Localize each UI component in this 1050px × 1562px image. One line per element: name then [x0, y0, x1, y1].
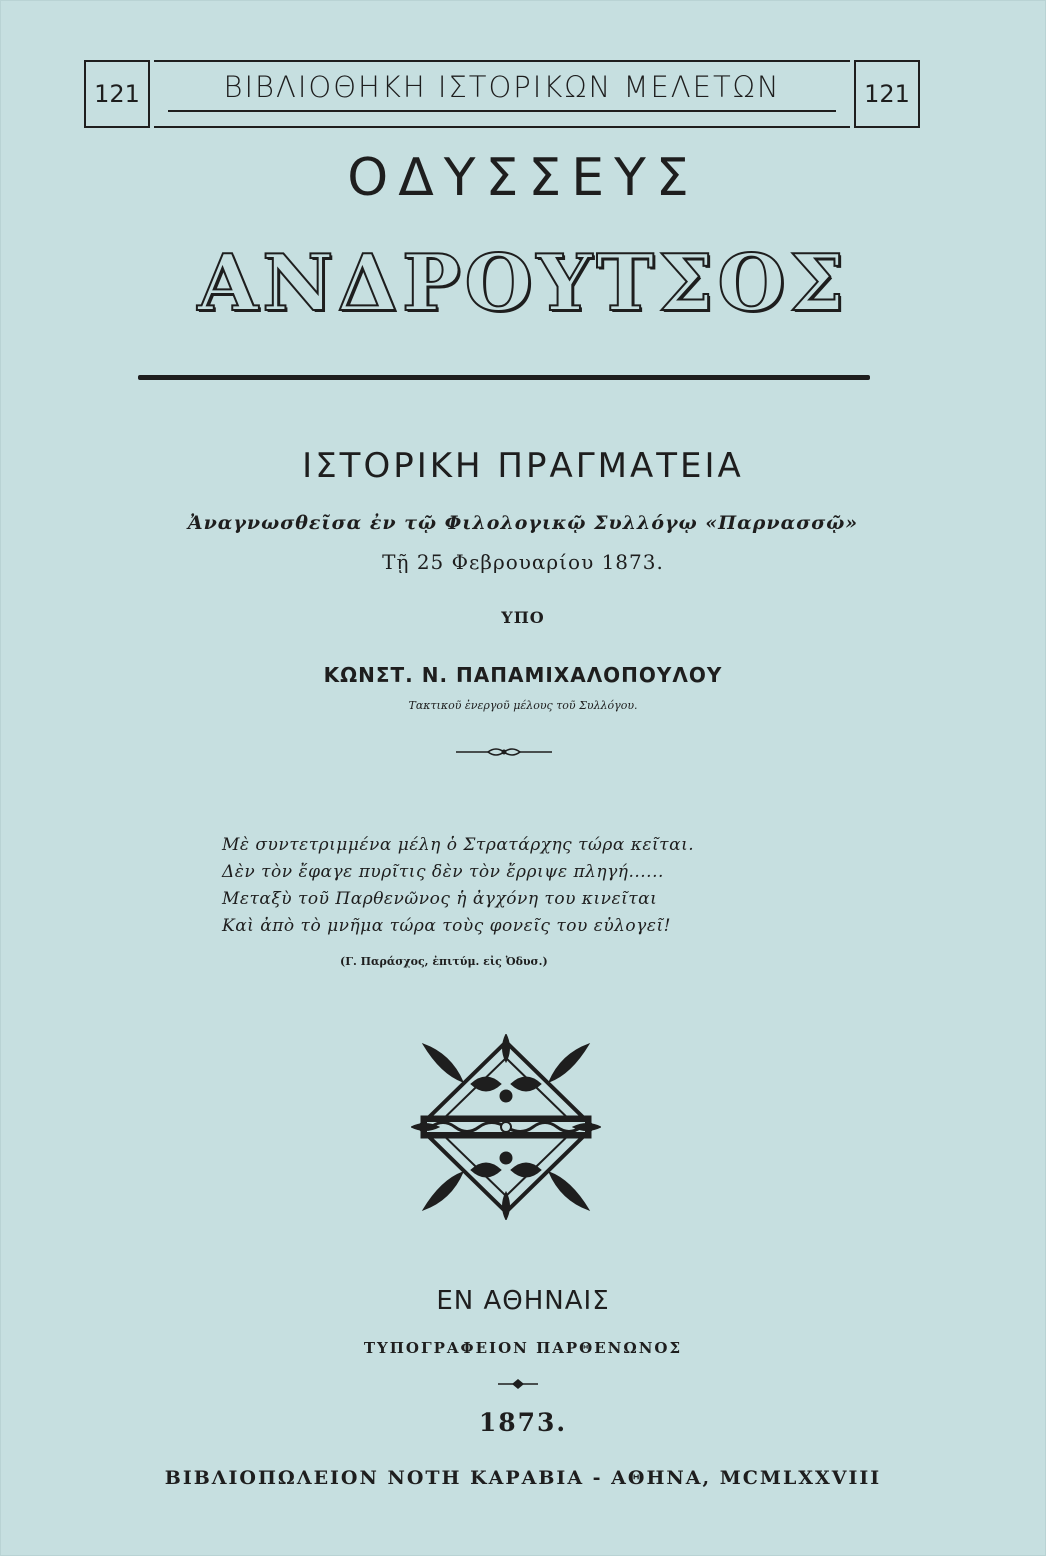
flourish-divider-icon [456, 744, 552, 764]
small-flourish-icon [498, 1375, 538, 1394]
by-label: ΥΠΟ [501, 608, 545, 627]
reading-note: Ἀναγνωσθεῖσα ἐν τῷ Φιλολογικῷ Συλλόγῳ «Παρνασσῷ» [187, 512, 859, 534]
title-surname: ΑΝΔΡΟΥΤΣΟΣ [197, 238, 849, 329]
ornamental-vignette-icon [411, 1034, 601, 1224]
author-name: ΚΩΝΣΤ. Ν. ΠΑΠΑΜΙΧΑΛΟΠΟΥΛΟΥ [323, 663, 723, 687]
reading-date: Τῇ 25 Φεβρουαρίου 1873. [382, 550, 664, 574]
publisher-line: ΒΙΒΛΙΟΠΩΛΕΙΟΝ ΝΟΤΗ ΚΑΡΑΒΙΑ - ΑΘΗΝΑ, MCMLXXVIII [164, 1467, 882, 1489]
epigraph-poem [222, 832, 742, 940]
epigraph-line: Μὲ συντετριμμένα μέλη ὁ Στρατάρχης τώρα κεῖται. [222, 835, 695, 855]
series-name: ΒΙΒΛΙΟΘΗΚΗ ΙΣΤΟΡΙΚΩΝ ΜΕΛΕΤΩΝ [223, 70, 781, 104]
epigraph-line: Καὶ ἀπὸ τὸ μνῆμα τώρα τοὺς φονεῖς του εὐλογεῖ! [222, 916, 671, 936]
series-banner [154, 60, 850, 128]
epigraph-line: Δὲν τὸν ἔφαγε πυρῖτις δὲν τὸν ἔρριψε πληγή...... [222, 862, 664, 882]
title-first-name: ΟΔΥΣΣΕΥΣ [347, 148, 699, 208]
subtitle: ΙΣΤΟΡΙΚΗ ΠΡΑΓΜΑΤΕΙΑ [302, 446, 744, 486]
epigraph-line: Μεταξὺ τοῦ Παρθενῶνος ἡ ἀγχόνη του κινεῖται [222, 889, 658, 909]
imprint-year: 1873. [478, 1408, 568, 1437]
imprint-city: ΕΝ ΑΘΗΝΑΙΣ [436, 1286, 610, 1316]
title-divider [138, 375, 870, 380]
imprint-printer: ΤΥΠΟΓΡΑΦΕΙΟΝ ΠΑΡΘΕΝΩΝΟΣ [363, 1339, 683, 1357]
series-underline [168, 110, 836, 112]
series-number-left: 121 [84, 60, 150, 128]
author-note: Τακτικοῦ ἐνεργοῦ μέλους τοῦ Συλλόγου. [408, 699, 638, 712]
series-header [84, 60, 920, 128]
epigraph-citation: (Γ. Παράσχος, ἐπιτύμ. εἰς Ὀδυσ.) [340, 955, 548, 968]
series-number-right: 121 [854, 60, 920, 128]
